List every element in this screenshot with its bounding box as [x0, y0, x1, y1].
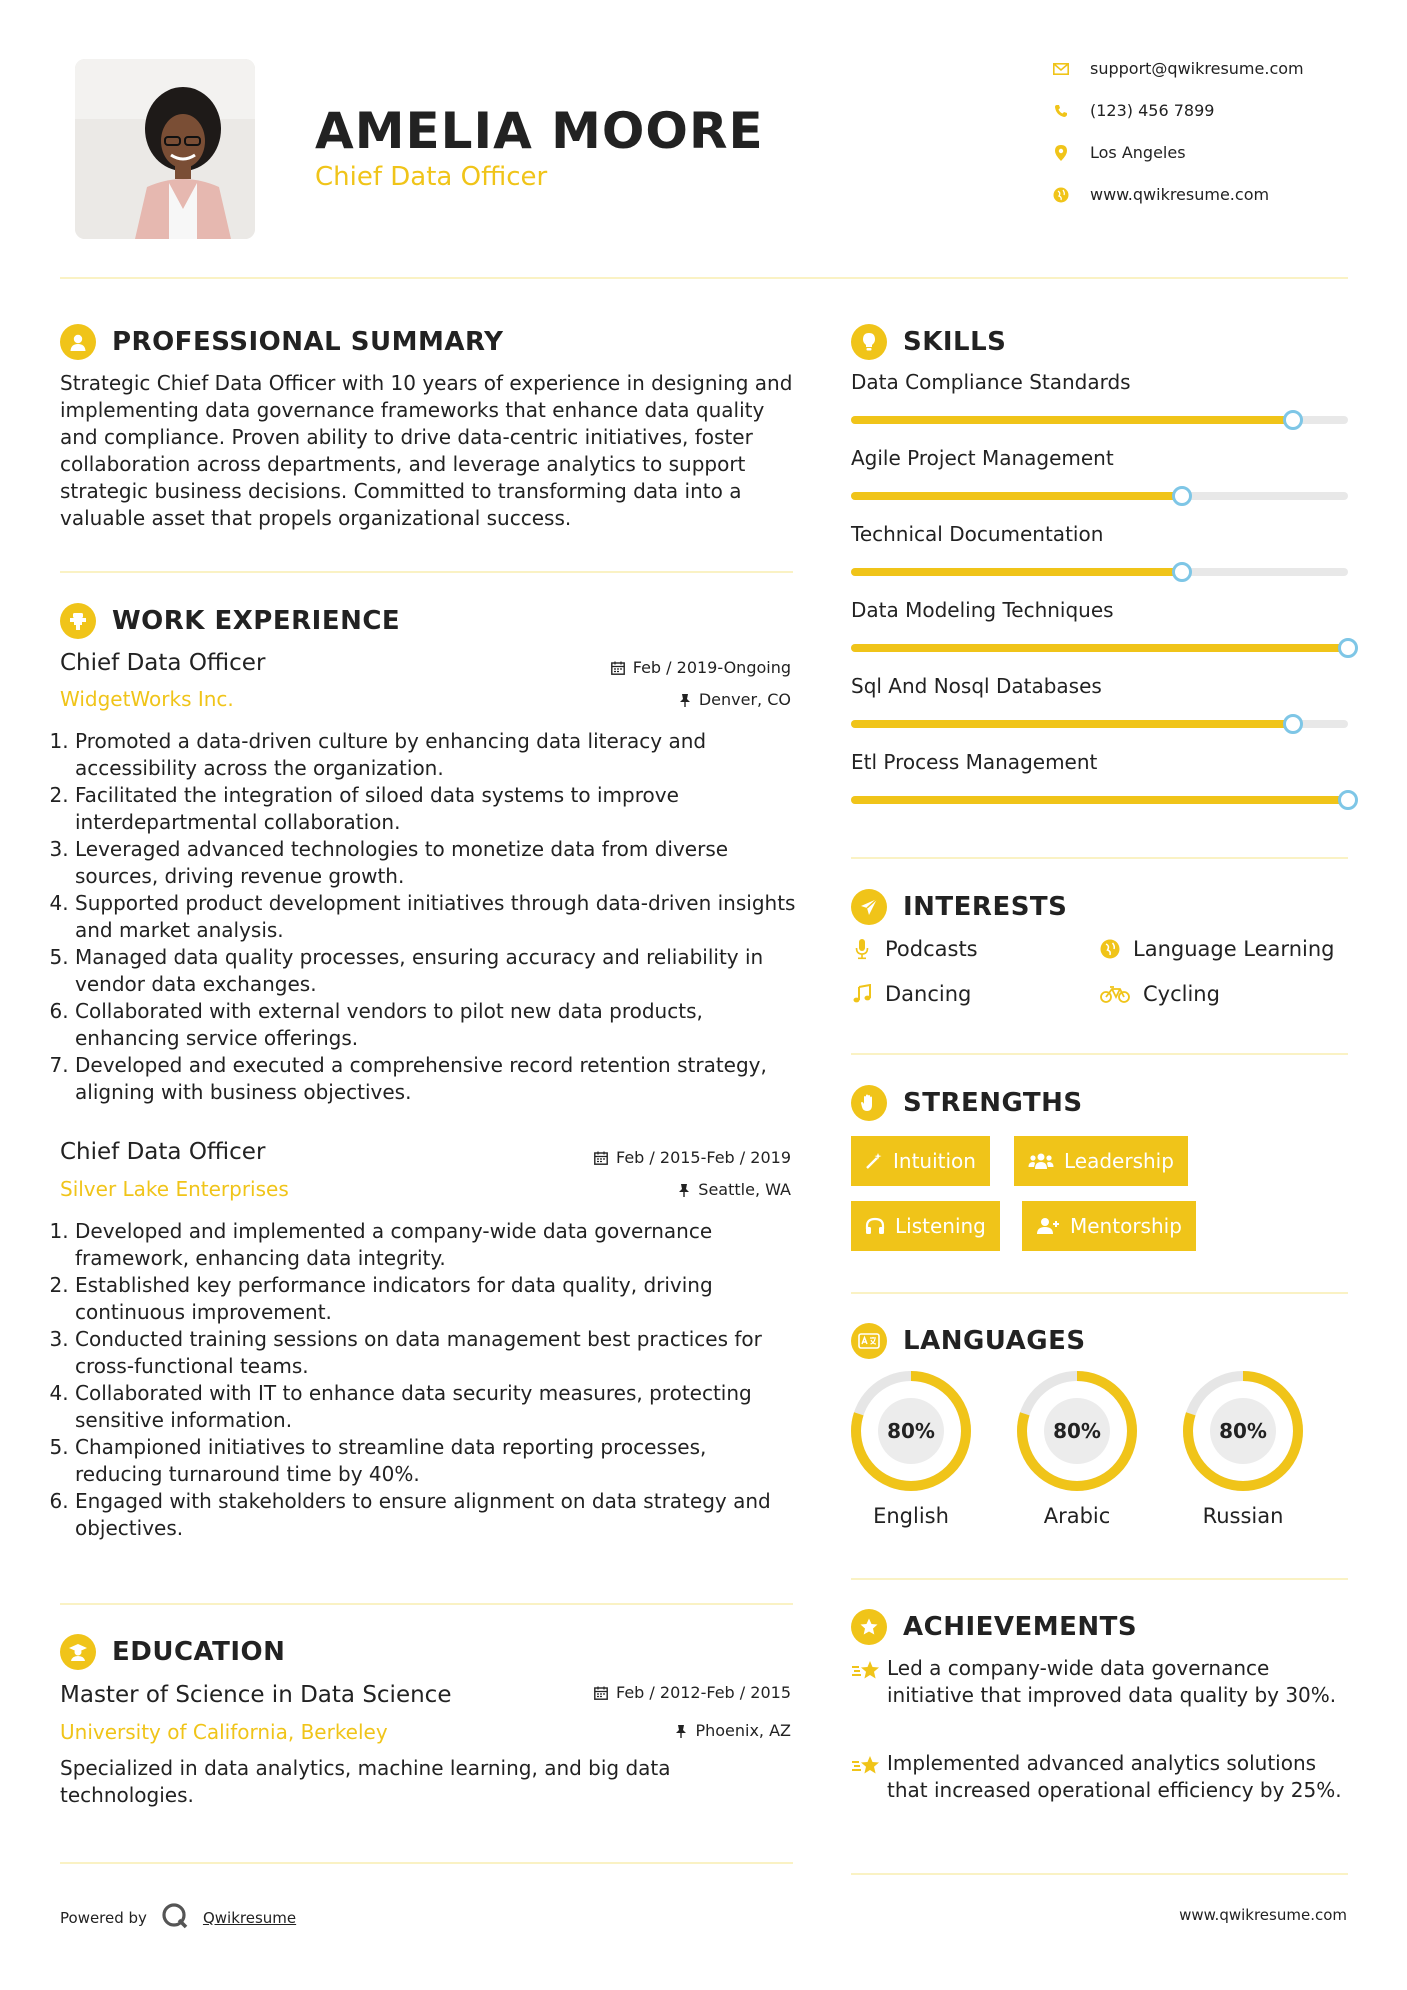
- skill-bar: [851, 492, 1348, 500]
- pushpin-icon: [675, 1724, 687, 1738]
- job-1-dates: Feb / 2019-Ongoing: [611, 658, 791, 677]
- music-note-icon: [851, 983, 873, 1005]
- skill-bar: [851, 720, 1348, 728]
- profile-photo: [75, 59, 255, 239]
- contact-location-text: Los Angeles: [1090, 143, 1186, 162]
- job-bullet: 6. Collaborated with external vendors to pilot new data products, enhancing service offerings.: [75, 998, 797, 1052]
- job-bullet: 4. Collaborated with IT to enhance data security measures, protecting sensitive information.: [75, 1380, 797, 1434]
- education-degree: Master of Science in Data Science: [60, 1682, 452, 1708]
- language-percent: 80%: [1053, 1419, 1101, 1443]
- phone-icon: [1052, 102, 1070, 120]
- job-2-location: Seattle, WA: [678, 1180, 791, 1199]
- language-name: English: [873, 1504, 949, 1528]
- skill-bar-knob: [1172, 562, 1192, 582]
- job-bullet: 1. Promoted a data-driven culture by enhancing data literacy and accessibility across the organization.: [75, 728, 797, 782]
- skill-name: Technical Documentation: [851, 522, 1104, 546]
- shooting-star-icon: [851, 1750, 887, 1804]
- skill-bar-fill: [851, 416, 1293, 424]
- skill-name: Data Modeling Techniques: [851, 598, 1114, 622]
- skill-bar-knob: [1172, 486, 1192, 506]
- education-school: University of California, Berkeley: [60, 1720, 388, 1744]
- skill-item: [851, 598, 1348, 622]
- contact-email[interactable]: [1052, 59, 1372, 78]
- interests-title: INTERESTS: [903, 892, 1068, 922]
- strength-listening: Listening: [851, 1201, 1000, 1251]
- education-divider: [60, 1862, 793, 1864]
- skill-bar-fill: [851, 568, 1182, 576]
- briefcase-icon: [60, 603, 96, 639]
- language-percent: 80%: [1219, 1419, 1267, 1443]
- education-title: EDUCATION: [112, 1637, 286, 1667]
- job-1-bullets: [57, 728, 797, 1106]
- calendar-icon: [611, 661, 625, 675]
- job-bullet: 5. Managed data quality processes, ensuring accuracy and reliability in vendor data exchanges.: [75, 944, 797, 998]
- job-bullet: 3. Conducted training sessions on data management best practices for cross-functional teams.: [75, 1326, 797, 1380]
- languages-header: [851, 1323, 1086, 1359]
- skill-bar-fill: [851, 492, 1182, 500]
- contact-phone-text: (123) 456 7899: [1090, 101, 1215, 120]
- achievement-item: Led a company-wide data governance initiative that improved data quality by 30%.: [851, 1655, 1351, 1709]
- job-bullet: 4. Supported product development initiatives through data-driven insights and market analysis.: [75, 890, 797, 944]
- job-bullet: 3. Leveraged advanced technologies to monetize data from diverse sources, driving revenue growth.: [75, 836, 797, 890]
- language-item: [850, 1370, 972, 1528]
- calendar-icon: [594, 1151, 608, 1165]
- skill-bar-knob: [1283, 714, 1303, 734]
- languages-divider: [851, 1578, 1348, 1580]
- skill-bar-knob: [1283, 410, 1303, 430]
- skills-divider: [851, 857, 1348, 859]
- group-icon: [1028, 1152, 1054, 1170]
- header-divider: [60, 277, 1348, 279]
- raised-hand-icon: [851, 1085, 887, 1121]
- pushpin-icon: [678, 1183, 690, 1197]
- job-bullet: 1. Developed and implemented a company-wide data governance framework, enhancing data integrity.: [75, 1218, 797, 1272]
- pushpin-icon: [679, 693, 691, 707]
- job-bullet: 2. Facilitated the integration of siloed data systems to improve interdepartmental collaboration.: [75, 782, 797, 836]
- job-bullet: 5. Championed initiatives to streamline data reporting processes, reducing turnaround time by 40%.: [75, 1434, 797, 1488]
- achievements-title: ACHIEVEMENTS: [903, 1612, 1138, 1642]
- calendar-icon: [594, 1686, 608, 1700]
- paper-plane-icon: [851, 889, 887, 925]
- contact-location: [1052, 143, 1372, 162]
- candidate-title: Chief Data Officer: [315, 162, 548, 192]
- achievement-item: Implemented advanced analytics solutions that increased operational efficiency by 25%.: [851, 1750, 1351, 1804]
- graduate-icon: [60, 1634, 96, 1670]
- skill-item: [851, 750, 1348, 774]
- education-header: [60, 1634, 285, 1670]
- headphones-icon: [865, 1217, 885, 1235]
- skill-bar: [851, 644, 1348, 652]
- language-ring: [850, 1370, 972, 1492]
- work-header: [60, 603, 400, 639]
- skill-name: Etl Process Management: [851, 750, 1098, 774]
- skills-header: [851, 324, 1006, 360]
- interests-divider: [851, 1053, 1348, 1055]
- job-bullet: 7. Developed and executed a comprehensive record retention strategy, aligning with business objectives.: [75, 1052, 797, 1106]
- summary-title: PROFESSIONAL SUMMARY: [112, 327, 504, 357]
- skill-bar-fill: [851, 796, 1348, 804]
- lightbulb-icon: [851, 324, 887, 360]
- bicycle-icon: [1099, 983, 1131, 1005]
- language-item: [1182, 1370, 1304, 1528]
- interest-dancing: Dancing: [851, 982, 971, 1006]
- skill-name: Agile Project Management: [851, 446, 1114, 470]
- work-divider: [60, 1603, 793, 1605]
- language-ring: [1016, 1370, 1138, 1492]
- job-2-bullets: [57, 1218, 797, 1542]
- skill-name: Sql And Nosql Databases: [851, 674, 1102, 698]
- language-percent: 80%: [887, 1419, 935, 1443]
- footer-brand-link[interactable]: Qwikresume: [202, 1909, 297, 1927]
- job-2-dates: Feb / 2015-Feb / 2019: [594, 1148, 791, 1167]
- job-2-title: Chief Data Officer: [60, 1139, 266, 1165]
- language-name: Russian: [1202, 1504, 1284, 1528]
- star-badge-icon: [851, 1609, 887, 1645]
- work-title: WORK EXPERIENCE: [112, 606, 401, 636]
- job-1-title: Chief Data Officer: [60, 650, 266, 676]
- achievements-header: [851, 1609, 1137, 1645]
- language-card-icon: [851, 1323, 887, 1359]
- contact-email-text: support@qwikresume.com: [1090, 59, 1304, 78]
- strengths-divider: [851, 1292, 1348, 1294]
- job-2-company: Silver Lake Enterprises: [60, 1177, 289, 1201]
- skill-bar-knob: [1338, 638, 1358, 658]
- interest-language-learning: Language Learning: [1099, 937, 1334, 961]
- education-location: Phoenix, AZ: [675, 1721, 791, 1740]
- location-pin-icon: [1052, 144, 1070, 162]
- email-icon: [1052, 60, 1070, 78]
- skill-bar-knob: [1338, 790, 1358, 810]
- skill-bar: [851, 796, 1348, 804]
- language-item: [1016, 1370, 1138, 1528]
- qwikresume-logo-icon: [161, 1902, 189, 1934]
- skill-item: [851, 370, 1348, 394]
- languages-title: LANGUAGES: [903, 1326, 1086, 1356]
- summary-divider: [60, 571, 793, 573]
- user-icon: [60, 324, 96, 360]
- contact-phone[interactable]: [1052, 101, 1372, 120]
- job-bullet: 2. Established key performance indicators for data quality, driving continuous improvement.: [75, 1272, 797, 1326]
- skill-item: [851, 674, 1348, 698]
- education-dates: Feb / 2012-Feb / 2015: [594, 1683, 791, 1702]
- strengths-title: STRENGTHS: [903, 1088, 1083, 1118]
- summary-header: [60, 324, 503, 360]
- skill-bar: [851, 416, 1348, 424]
- candidate-name: AMELIA MOORE: [315, 102, 764, 160]
- strength-leadership: Leadership: [1014, 1136, 1188, 1186]
- skill-item: [851, 522, 1348, 546]
- job-1-location: Denver, CO: [679, 690, 791, 709]
- contact-website-text: www.qwikresume.com: [1090, 185, 1270, 204]
- footer-powered-by: Powered by Qwikresume: [60, 1902, 296, 1934]
- skill-name: Data Compliance Standards: [851, 370, 1131, 394]
- education-description: Specialized in data analytics, machine learning, and big data technologies.: [60, 1756, 671, 1807]
- magic-wand-icon: [865, 1152, 883, 1170]
- skill-bar: [851, 568, 1348, 576]
- footer-website[interactable]: www.qwikresume.com: [1179, 1906, 1347, 1924]
- skill-bar-fill: [851, 644, 1348, 652]
- job-1-company: WidgetWorks Inc.: [60, 687, 234, 711]
- interest-cycling: Cycling: [1099, 982, 1220, 1006]
- microphone-icon: [851, 938, 873, 960]
- shooting-star-icon: [851, 1655, 887, 1709]
- language-name: Arabic: [1043, 1504, 1111, 1528]
- globe-icon: [1052, 186, 1070, 204]
- skill-item: [851, 446, 1348, 470]
- language-ring: [1182, 1370, 1304, 1492]
- interest-podcasts: Podcasts: [851, 937, 978, 961]
- globe-icon: [1099, 938, 1121, 960]
- strengths-header: [851, 1085, 1083, 1121]
- strength-intuition: Intuition: [851, 1136, 990, 1186]
- job-bullet: 6. Engaged with stakeholders to ensure alignment on data strategy and objectives.: [75, 1488, 797, 1542]
- achievements-divider: [851, 1873, 1348, 1875]
- strength-mentorship: Mentorship: [1022, 1201, 1196, 1251]
- skills-title: SKILLS: [903, 327, 1007, 357]
- summary-text: Strategic Chief Data Officer with 10 years of experience in designing and implementing data governance frameworks that enhance data quality and compliance. Proven ability to drive data-centric initiatives, foster collaboration across departments, and leverage analytics to support strategic business decisions. Committed to transforming data into a valuable asset that propels organizational success.: [60, 371, 793, 530]
- interests-header: [851, 889, 1067, 925]
- user-plus-icon: [1036, 1217, 1060, 1235]
- skill-bar-fill: [851, 720, 1293, 728]
- contact-website[interactable]: [1052, 185, 1372, 204]
